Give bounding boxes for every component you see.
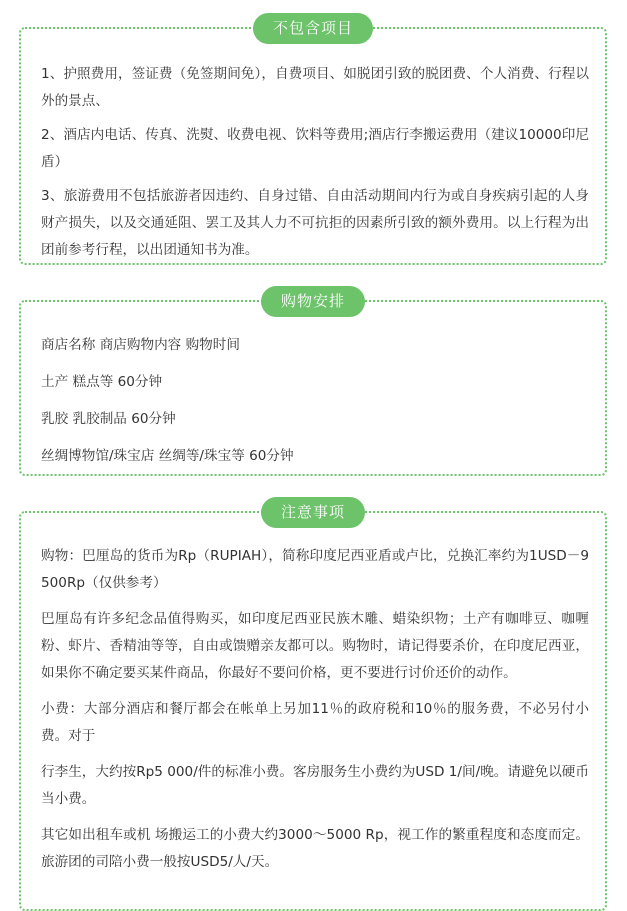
exclusion-item: 3、旅游费用不包括旅游者因违约、自身过错、自由活动期间内行为或自身疾病引起的人身财产损失，以及交通延阻、罢工及其人力不可抗拒的因素所引致的额外费用。以上行程为出团前参考行程，以出团通知书为准。 — [41, 188, 589, 258]
exclusion-item: 2、酒店内电话、传真、洗熨、收费电视、饮料等费用;酒店行李搬运费用（建议10000印尼盾） — [41, 127, 589, 170]
notes-paragraph: 其它如出租车或机 场搬运工的小费大约3000～5000 Rp，视工作的繁重程度和态度而定。旅游团的司陪小费一般按USD5/人/天。 — [41, 827, 589, 870]
exclusion-item: 1、护照费用，签证费（免签期间免），自费项目、如脱团引致的脱团费、个人消费、行程以外的景点、 — [41, 66, 589, 109]
exclusions-section — [19, 19, 607, 265]
notes-paragraph: 购物：巴厘岛的货币为Rp（RUPIAH），简称印度尼西亚盾或卢比，兑换汇率约为1USD－9500Rp（仅供参考） — [41, 548, 589, 591]
notes-section — [19, 503, 607, 911]
shopping-section — [19, 292, 607, 476]
exclusions-title: 不包含项目 — [253, 13, 373, 44]
notes-paragraph: 行李生，大约按Rp5 000/件的标准小费。客房服务生小费约为USD 1/间/晚。请避免以硬币当小费。 — [41, 764, 589, 807]
shopping-row: 丝绸博物馆/珠宝店 丝绸等/珠宝等 60分钟 — [41, 448, 294, 464]
shopping-row: 土产 糕点等 60分钟 — [41, 374, 163, 390]
shopping-row: 商店名称 商店购物内容 购物时间 — [41, 337, 240, 353]
notes-paragraph: 巴厘岛有许多纪念品值得购买，如印度尼西亚民族木雕、蜡染织物；土产有咖啡豆、咖喱粉、虾片、香精油等等，自由或馈赠亲友都可以。购物时，请记得要杀价，在印度尼西亚，如果你不确定要买某件商品，你最好不要问价格，更不要进行讨价还价的动作。 — [41, 611, 589, 681]
notes-title: 注意事项 — [261, 497, 365, 528]
shopping-title: 购物安排 — [261, 286, 365, 317]
shopping-row: 乳胶 乳胶制品 60分钟 — [41, 411, 176, 427]
notes-paragraph: 小费：大部分酒店和餐厅都会在帐单上另加11％的政府税和10％的服务费，不必另付小费。对于 — [41, 701, 589, 744]
